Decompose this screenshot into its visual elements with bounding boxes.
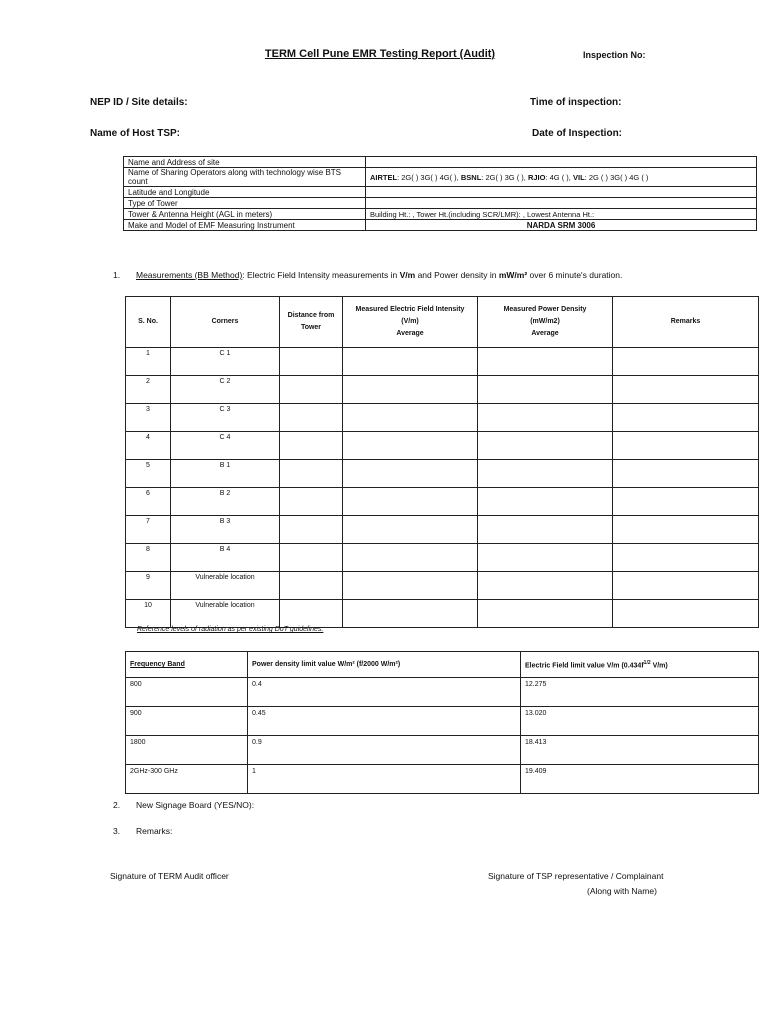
- row-corner: C 4: [171, 432, 280, 460]
- tower-type-label: Type of Tower: [124, 198, 366, 209]
- row-power-input[interactable]: [478, 404, 613, 432]
- nep-id-label: NEP ID / Site details:: [90, 97, 188, 108]
- table-row: [124, 157, 757, 168]
- col-efield-limit-suffix: V/m): [650, 662, 668, 670]
- row-distance-input[interactable]: [280, 544, 343, 572]
- col-remarks: Remarks: [613, 297, 759, 348]
- row-distance-input[interactable]: [280, 376, 343, 404]
- ref-power-limit: 1: [248, 765, 521, 794]
- term-signature-label: Signature of TERM Audit officer: [110, 871, 229, 881]
- section-1-number: 1.: [113, 270, 121, 280]
- row-remarks-input[interactable]: [613, 376, 759, 404]
- row-efield-input[interactable]: [343, 432, 478, 460]
- row-sno: 6: [126, 488, 171, 516]
- ref-efield-limit: 19.409: [521, 765, 759, 794]
- row-corner: Vulnerable location: [171, 572, 280, 600]
- antenna-height-label: Tower & Antenna Height (AGL in meters): [124, 209, 366, 220]
- vil-bts: : 2G ( ) 3G( ) 4G ( ): [584, 172, 649, 182]
- host-tsp-label: Name of Host TSP:: [90, 128, 181, 139]
- instrument-value: NARDA SRM 3006: [366, 220, 757, 231]
- row-corner: B 4: [171, 544, 280, 572]
- row-distance-input[interactable]: [280, 516, 343, 544]
- tsp-signature-note: (Along with Name): [587, 886, 657, 896]
- rjio-label: RJIO: [527, 172, 546, 182]
- row-corner: B 3: [171, 516, 280, 544]
- airtel-label: AIRTEL: [370, 172, 398, 182]
- col-efield-limit: [521, 652, 759, 678]
- section-1-text-part3: over 6 minute's duration.: [527, 270, 623, 280]
- section-1-unit-mwm2: mW/m²: [498, 270, 528, 280]
- row-sno: 7: [126, 516, 171, 544]
- section-2-number: 2.: [113, 800, 121, 810]
- col-efield: [343, 297, 478, 348]
- row-remarks-input[interactable]: [613, 432, 759, 460]
- table-row: [126, 736, 759, 765]
- row-sno: 2: [126, 376, 171, 404]
- row-sno: 8: [126, 544, 171, 572]
- site-details-table: [123, 156, 757, 231]
- row-remarks-input[interactable]: [613, 600, 759, 628]
- site-name-label: Name and Address of site: [124, 157, 366, 168]
- col-power-line3: Average: [531, 330, 559, 337]
- lat-long-label: Latitude and Longitude: [124, 187, 366, 198]
- row-corner: B 2: [171, 488, 280, 516]
- table-row: [126, 404, 759, 432]
- table-row: [126, 348, 759, 376]
- section-3-number: 3.: [113, 826, 121, 836]
- row-distance-input[interactable]: [280, 348, 343, 376]
- col-efield-limit-prefix: Electric Field limit value V/m (0.434f: [525, 662, 644, 670]
- table-row: [124, 168, 757, 187]
- row-distance-input[interactable]: [280, 600, 343, 628]
- bsnl-bts: : 2G( ) 3G ( ),: [481, 172, 528, 182]
- table-row: [126, 765, 759, 794]
- row-sno: 10: [126, 600, 171, 628]
- tower-type-value[interactable]: [366, 198, 757, 209]
- row-efield-input[interactable]: [343, 544, 478, 572]
- table-row: [124, 209, 757, 220]
- row-distance-input[interactable]: [280, 488, 343, 516]
- section-1-heading: Measurements (BB Method): [136, 270, 243, 280]
- table-row: [126, 707, 759, 736]
- lat-long-value[interactable]: [366, 187, 757, 198]
- site-name-value[interactable]: [366, 157, 757, 168]
- row-efield-input[interactable]: [343, 572, 478, 600]
- row-remarks-input[interactable]: [613, 516, 759, 544]
- row-efield-input[interactable]: [343, 488, 478, 516]
- row-sno: 3: [126, 404, 171, 432]
- signage-board-label: New Signage Board (YES/NO):: [136, 800, 255, 810]
- row-power-input[interactable]: [478, 376, 613, 404]
- row-power-input[interactable]: [478, 460, 613, 488]
- airtel-bts: : 2G( ) 3G( ) 4G( ),: [397, 172, 461, 182]
- table-row: [126, 572, 759, 600]
- inspection-no-label: Inspection No:: [583, 50, 646, 60]
- row-corner: C 1: [171, 348, 280, 376]
- row-power-input[interactable]: [478, 600, 613, 628]
- section-1-text: [136, 270, 622, 280]
- row-efield-input[interactable]: [343, 600, 478, 628]
- table-row: [126, 516, 759, 544]
- col-efield-line2: (V/m): [401, 318, 419, 325]
- row-sno: 1: [126, 348, 171, 376]
- row-efield-input[interactable]: [343, 460, 478, 488]
- row-remarks-input[interactable]: [613, 544, 759, 572]
- instrument-label: Make and Model of EMF Measuring Instrument: [124, 220, 366, 231]
- reference-caption: Reference levels of radiation as per existing DoT guidelines:: [137, 626, 324, 633]
- measurement-table: [125, 296, 759, 628]
- remarks-label: Remarks:: [136, 826, 173, 836]
- row-distance-input[interactable]: [280, 572, 343, 600]
- ref-band: 2GHz-300 GHz: [126, 765, 248, 794]
- col-frequency-band-label: Frequency Band: [130, 661, 185, 668]
- col-sno: S. No.: [126, 297, 171, 348]
- table-header-row: [126, 297, 759, 348]
- table-row: [126, 678, 759, 707]
- row-remarks-input[interactable]: [613, 460, 759, 488]
- row-sno: 9: [126, 572, 171, 600]
- row-efield-input[interactable]: [343, 516, 478, 544]
- col-power-line1: Measured Power Density: [503, 306, 587, 313]
- table-row: [126, 488, 759, 516]
- vil-label: VIL: [572, 172, 585, 182]
- ref-power-limit: 0.9: [248, 736, 521, 765]
- row-power-input[interactable]: [478, 432, 613, 460]
- table-row: [126, 544, 759, 572]
- reference-table: [125, 651, 759, 794]
- col-frequency-band: [126, 652, 248, 678]
- row-distance-input[interactable]: [280, 432, 343, 460]
- ref-band: 800: [126, 678, 248, 707]
- tsp-signature-label: Signature of TSP representative / Complainant: [488, 871, 664, 881]
- table-row: [124, 187, 757, 198]
- row-sno: 4: [126, 432, 171, 460]
- col-power-line2: (mW/m2): [530, 318, 560, 325]
- col-distance: Distance from Tower: [280, 297, 343, 348]
- antenna-height-value[interactable]: Building Ht.: , Tower Ht.(including SCR/LMR): , Lowest Antenna Ht.:: [366, 209, 757, 220]
- table-row: [126, 376, 759, 404]
- row-efield-input[interactable]: [343, 348, 478, 376]
- row-power-input[interactable]: [478, 572, 613, 600]
- col-efield-line3: Average: [396, 330, 424, 337]
- sharing-operators-label: Name of Sharing Operators along with technology wise BTS count: [124, 168, 366, 187]
- row-sno: 5: [126, 460, 171, 488]
- time-of-inspection-label: Time of inspection:: [530, 97, 622, 108]
- ref-efield-limit: 18.413: [521, 736, 759, 765]
- row-remarks-input[interactable]: [613, 572, 759, 600]
- row-remarks-input[interactable]: [613, 404, 759, 432]
- ref-band: 1800: [126, 736, 248, 765]
- table-row: [126, 600, 759, 628]
- ref-efield-limit: 13.020: [521, 707, 759, 736]
- sharing-operators-value[interactable]: [366, 168, 757, 187]
- section-1-text-part1: : Electric Field Intensity measurements in: [242, 270, 400, 280]
- row-corner: Vulnerable location: [171, 600, 280, 628]
- table-row: [126, 460, 759, 488]
- col-efield-limit-sup: 1/2: [643, 659, 651, 666]
- row-corner: B 1: [171, 460, 280, 488]
- row-efield-input[interactable]: [343, 376, 478, 404]
- bsnl-label: BSNL: [460, 172, 482, 182]
- section-1-unit-vm: V/m: [399, 270, 416, 280]
- page-title: TERM Cell Pune EMR Testing Report (Audit): [264, 48, 496, 60]
- table-row: [126, 432, 759, 460]
- row-distance-input[interactable]: [280, 404, 343, 432]
- table-row: [124, 220, 757, 231]
- ref-power-limit: 0.45: [248, 707, 521, 736]
- col-efield-line1: Measured Electric Field Intensity: [355, 306, 465, 313]
- col-power: [478, 297, 613, 348]
- row-power-input[interactable]: [478, 544, 613, 572]
- col-corners: Corners: [171, 297, 280, 348]
- row-power-input[interactable]: [478, 348, 613, 376]
- row-corner: C 3: [171, 404, 280, 432]
- row-remarks-input[interactable]: [613, 348, 759, 376]
- row-distance-input[interactable]: [280, 460, 343, 488]
- rjio-bts: : 4G ( ),: [545, 172, 573, 182]
- section-1-text-part2: and Power density in: [415, 270, 499, 280]
- row-remarks-input[interactable]: [613, 488, 759, 516]
- row-corner: C 2: [171, 376, 280, 404]
- table-header-row: [126, 652, 759, 678]
- date-of-inspection-label: Date of Inspection:: [532, 128, 623, 139]
- table-row: [124, 198, 757, 209]
- ref-power-limit: 0.4: [248, 678, 521, 707]
- row-efield-input[interactable]: [343, 404, 478, 432]
- col-power-limit: Power density limit value W/m² (f/2000 W/m²): [248, 652, 521, 678]
- row-power-input[interactable]: [478, 516, 613, 544]
- ref-band: 900: [126, 707, 248, 736]
- ref-efield-limit: 12.275: [521, 678, 759, 707]
- row-power-input[interactable]: [478, 488, 613, 516]
